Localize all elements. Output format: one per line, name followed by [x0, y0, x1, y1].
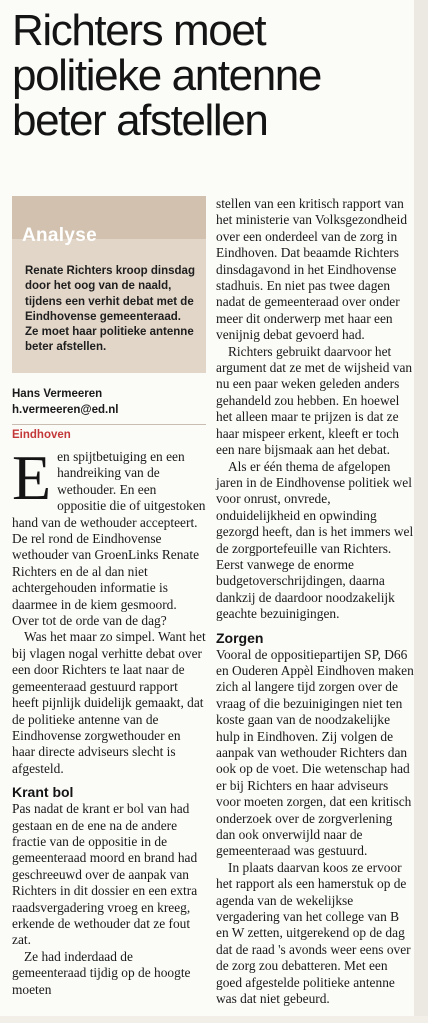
paragraph: In plaats daarvan koos ze ervoor het rapport als een hamerstuk op de agenda van de wekelijkse vergadering van het college van B en W zetten, uitgerekend op de dag dat de raad 's avonds weer eens over de zorg zou debatteren. Met een goed afgestelde politieke antenne was dat niet gebeurd. — [216, 859, 411, 1007]
analyse-label: Analyse — [22, 225, 97, 246]
paragraph: Richters gebruikt daarvoor het argument dat ze met de wijsheid van nu een paar weken geleden anders gehandeld zou hebben. En hoewel het alleen maar te prijzen is dat ze haar mispeer erkent, kleeft er toch een nare bijsmaak aan het debat. — [216, 343, 413, 458]
page-bottom-edge — [0, 1016, 428, 1023]
byline-divider — [12, 424, 206, 425]
location-tag: Eindhoven — [12, 429, 71, 441]
paragraph: Ze had inderdaad de gemeenteraad tijdig op de hoogte moeten — [12, 948, 191, 997]
paragraph: stellen van een kritisch rapport van het ministerie van Volksgezondheid over een onderdeel van de zorg in Eindhoven. Dat beaamde Richters dinsdagavond in het Eindhovense stadhuis. En niet pas twee dagen nadat de gemeenteraad over onder meer dit onderwerp met haar een venijnig debat gevoerd had. — [216, 196, 408, 343]
drop-cap: E — [12, 442, 52, 513]
left-column — [12, 196, 206, 998]
paragraph: Pas nadat de krant er bol van had gestaan en de ene na de andere fractie van de oppositie in de gemeenteraad moord en brand had geschreeuwd over de aanpak van Richters in dit dossier en een extra raadsvergadering vroeg en kreeg, erkende de wethouder dat ze fout zat. — [12, 801, 198, 948]
subheading: Zorgen — [216, 629, 264, 646]
byline — [12, 387, 206, 418]
subheading: Krant bol — [12, 784, 74, 801]
paragraph: Als er één thema de afgelopen jaren in de Eindhovense politiek wel voor onrust, onvrede, onduidelijkheid en opwinding gezorgd heeft, dan is het immers wel de zorgportefeuille van Richters. Eerst vanwege de enorme budgetoverschrijdingen, daarna dankzij de daardoor noodzakelijk geachte bezuinigingen. — [216, 458, 414, 622]
analyse-intro: Renate Richters kroop dinsdag door het oog van de naald, tijdens een verhit debat met de Eindhovense gemeenteraad. Ze moet haar politieke antenne beter afstellen. — [25, 265, 195, 354]
author-name: Hans Vermeeren — [12, 388, 103, 400]
page-edge — [414, 0, 428, 1023]
paragraph-text: en spijtbetuiging en een handreiking van de wethouder. En een oppositie die of uitgestoken hand van de wethouder accepteert. De rel rond de Eindhovense wethouder van GroenLinks Renate Richters en de al dan niet achtergehouden informatie is daarmee in de kiem gesmoord. Over tot de orde van de dag? — [12, 449, 206, 629]
author-email[interactable]: h.vermeeren@ed.nl — [12, 403, 119, 416]
headline: Richters moet politieke antenne beter afstellen — [12, 6, 321, 145]
paragraph: Vooral de oppositiepartijen SP, D66 en Ouderen Appèl Eindhoven maken zich al langere tijd zorgen over de vraag of die bezuinigingen niet ten koste gaan van de noodzakelijke hulp in Eindhoven. Zij volgen de aanpak van wethouder Richters dan ook op de voet. Die wetenschap had er bij Richters en haar adviseurs voor moeten zorgen, dat een kritisch onderzoek over de zorgverlening dan ook onverwijld naar de gemeenteraad was gestuurd. — [216, 646, 414, 859]
right-column — [216, 196, 414, 1008]
paragraph — [12, 442, 206, 629]
analyse-box — [12, 196, 206, 373]
paragraph: Was het maar zo simpel. Want het bij vlagen nogal verhitte debat over een door Richters te laat naar de gemeenteraad gestuurd rapport heeft pijnlijk duidelijk gemaakt, dat de politieke antenne van de Eindhovense zorgwethouder en haar directe adviseurs slecht is afgesteld. — [12, 629, 206, 776]
article-body-left — [12, 442, 206, 998]
